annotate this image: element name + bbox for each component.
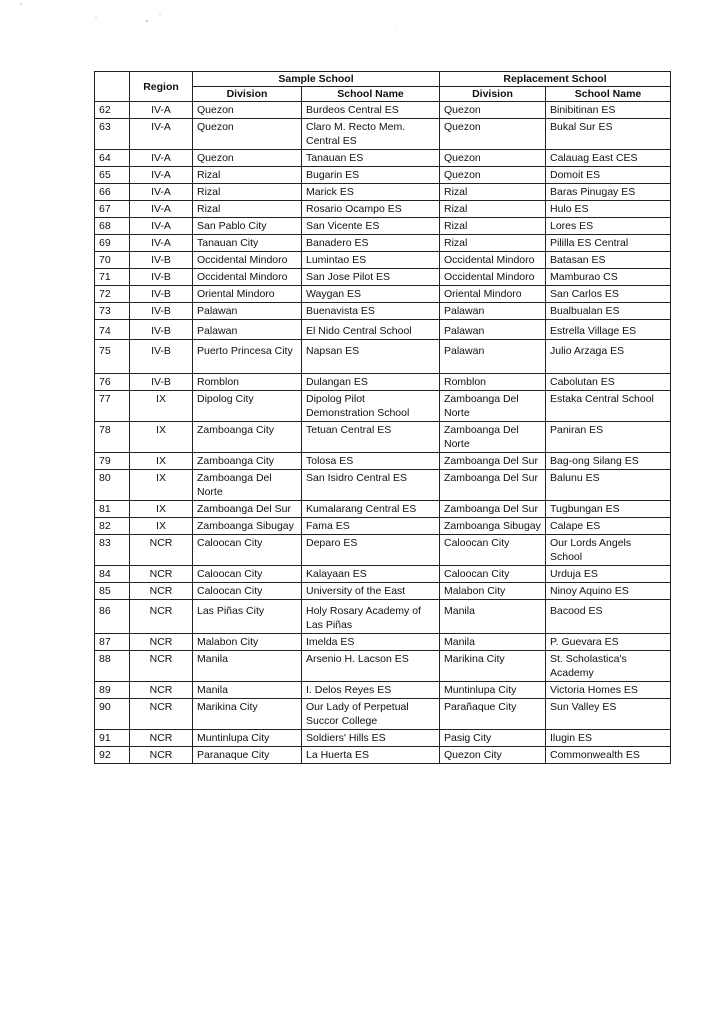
sample-school-name: San Vicente ES — [302, 218, 440, 235]
replacement-division: Zamboanga Del Norte — [440, 391, 546, 422]
sample-school-name: Soldiers' Hills ES — [302, 730, 440, 747]
sample-division: Palawan — [193, 303, 302, 320]
row-region: IX — [130, 470, 193, 501]
table-row — [95, 651, 671, 682]
replacement-division: Malabon City — [440, 583, 546, 600]
row-number: 67 — [95, 201, 130, 218]
replacement-school-name: Baras Pinugay ES — [546, 184, 671, 201]
row-region: IV-A — [130, 119, 193, 150]
replacement-school-name: Sun Valley ES — [546, 699, 671, 730]
sample-school-name: San Jose Pilot ES — [302, 269, 440, 286]
table-row — [95, 201, 671, 218]
row-region: IX — [130, 422, 193, 453]
replacement-school-name: Hulo ES — [546, 201, 671, 218]
replacement-school-name: Cabolutan ES — [546, 374, 671, 391]
replacement-division: Marikina City — [440, 651, 546, 682]
replacement-school-name: Urduja ES — [546, 566, 671, 583]
row-region: NCR — [130, 634, 193, 651]
row-number: 90 — [95, 699, 130, 730]
row-region: IV-A — [130, 167, 193, 184]
row-number: 92 — [95, 747, 130, 764]
table-row — [95, 682, 671, 699]
replacement-division: Oriental Mindoro — [440, 286, 546, 303]
sample-school-name: Arsenio H. Lacson ES — [302, 651, 440, 682]
replacement-division: Romblon — [440, 374, 546, 391]
replacement-school-name: Julio Arzaga ES — [546, 340, 671, 374]
replacement-division: Rizal — [440, 201, 546, 218]
row-number: 91 — [95, 730, 130, 747]
replacement-school-name: Domoit ES — [546, 167, 671, 184]
row-region: NCR — [130, 535, 193, 566]
replacement-school-name: San Carlos ES — [546, 286, 671, 303]
replacement-school-name: Ninoy Aquino ES — [546, 583, 671, 600]
row-region: IX — [130, 518, 193, 535]
scan-specks — [0, 0, 724, 60]
row-number: 72 — [95, 286, 130, 303]
row-region: IV-B — [130, 320, 193, 340]
sample-school-name: Banadero ES — [302, 235, 440, 252]
row-number: 71 — [95, 269, 130, 286]
row-number: 70 — [95, 252, 130, 269]
header-sample-school: Sample School — [193, 72, 440, 87]
table-row — [95, 119, 671, 150]
sample-school-name: Dipolog Pilot Demonstration School — [302, 391, 440, 422]
replacement-division: Palawan — [440, 340, 546, 374]
sample-school-name: Tolosa ES — [302, 453, 440, 470]
header-region: Region — [130, 72, 193, 102]
row-region: NCR — [130, 651, 193, 682]
row-region: IV-B — [130, 286, 193, 303]
sample-division: Rizal — [193, 184, 302, 201]
table-row — [95, 218, 671, 235]
row-number: 87 — [95, 634, 130, 651]
row-region: IX — [130, 501, 193, 518]
replacement-division: Manila — [440, 600, 546, 634]
table-row — [95, 699, 671, 730]
table-row — [95, 730, 671, 747]
replacement-division: Zamboanga Del Norte — [440, 422, 546, 453]
table-row — [95, 374, 671, 391]
sample-school-name: Buenavista ES — [302, 303, 440, 320]
replacement-school-name: Bualbualan ES — [546, 303, 671, 320]
sample-division: Caloocan City — [193, 535, 302, 566]
row-region: IV-B — [130, 303, 193, 320]
row-region: NCR — [130, 699, 193, 730]
table-row — [95, 167, 671, 184]
sample-school-name: Deparo ES — [302, 535, 440, 566]
row-number: 62 — [95, 102, 130, 119]
header-row-top — [95, 72, 671, 87]
table-body — [95, 102, 671, 764]
replacement-school-name: Our Lords Angels School — [546, 535, 671, 566]
table-row — [95, 422, 671, 453]
table-row — [95, 634, 671, 651]
replacement-school-name: Bag-ong Silang ES — [546, 453, 671, 470]
row-region: NCR — [130, 682, 193, 699]
replacement-school-name: Pililla ES Central — [546, 235, 671, 252]
replacement-division: Rizal — [440, 218, 546, 235]
table-row — [95, 747, 671, 764]
replacement-division: Quezon — [440, 150, 546, 167]
replacement-division: Zamboanga Sibugay — [440, 518, 546, 535]
row-number: 83 — [95, 535, 130, 566]
replacement-division: Rizal — [440, 184, 546, 201]
replacement-school-name: Victoria Homes ES — [546, 682, 671, 699]
row-region: IV-B — [130, 374, 193, 391]
replacement-division: Pasig City — [440, 730, 546, 747]
replacement-school-name: Commonwealth ES — [546, 747, 671, 764]
row-number: 78 — [95, 422, 130, 453]
row-number: 74 — [95, 320, 130, 340]
replacement-school-name: Lores ES — [546, 218, 671, 235]
sample-school-name: San Isidro Central ES — [302, 470, 440, 501]
row-number: 80 — [95, 470, 130, 501]
row-number: 68 — [95, 218, 130, 235]
header-replacement-school: Replacement School — [440, 72, 671, 87]
sample-school-name: Marick ES — [302, 184, 440, 201]
row-region: NCR — [130, 600, 193, 634]
table-row — [95, 600, 671, 634]
table-row — [95, 320, 671, 340]
row-number: 66 — [95, 184, 130, 201]
sample-division: Occidental Mindoro — [193, 269, 302, 286]
replacement-division: Rizal — [440, 235, 546, 252]
row-number: 81 — [95, 501, 130, 518]
table-row — [95, 252, 671, 269]
header-sample-school-name: School Name — [302, 87, 440, 102]
replacement-school-name: Batasan ES — [546, 252, 671, 269]
sample-school-name: Kalayaan ES — [302, 566, 440, 583]
sample-school-name: Rosario Ocampo ES — [302, 201, 440, 218]
replacement-school-name: Calauag East CES — [546, 150, 671, 167]
sample-division: Caloocan City — [193, 566, 302, 583]
row-region: IV-B — [130, 340, 193, 374]
replacement-division: Palawan — [440, 303, 546, 320]
sample-school-name: El Nido Central School — [302, 320, 440, 340]
replacement-school-name: P. Guevara ES — [546, 634, 671, 651]
replacement-division: Manila — [440, 634, 546, 651]
sample-division: Malabon City — [193, 634, 302, 651]
replacement-school-name: Calape ES — [546, 518, 671, 535]
sample-school-name: Bugarin ES — [302, 167, 440, 184]
table-row — [95, 150, 671, 167]
sample-division: Quezon — [193, 150, 302, 167]
sample-division: Puerto Princesa City — [193, 340, 302, 374]
row-number: 86 — [95, 600, 130, 634]
replacement-division: Zamboanga Del Sur — [440, 501, 546, 518]
replacement-division: Caloocan City — [440, 535, 546, 566]
sample-school-name: Fama ES — [302, 518, 440, 535]
replacement-school-name: Balunu ES — [546, 470, 671, 501]
table-row — [95, 303, 671, 320]
sample-division: Palawan — [193, 320, 302, 340]
table-row — [95, 269, 671, 286]
row-number: 65 — [95, 167, 130, 184]
row-region: IX — [130, 453, 193, 470]
header-number-blank — [95, 72, 130, 102]
replacement-school-name: Bukal Sur ES — [546, 119, 671, 150]
sample-division: Rizal — [193, 201, 302, 218]
sample-school-name: Tetuan Central ES — [302, 422, 440, 453]
table-row — [95, 102, 671, 119]
table-row — [95, 566, 671, 583]
replacement-division: Palawan — [440, 320, 546, 340]
row-number: 85 — [95, 583, 130, 600]
row-region: NCR — [130, 747, 193, 764]
row-number: 69 — [95, 235, 130, 252]
sample-school-name: Tanauan ES — [302, 150, 440, 167]
sample-school-name: Napsan ES — [302, 340, 440, 374]
sample-division: Las Piñas City — [193, 600, 302, 634]
replacement-division: Quezon — [440, 102, 546, 119]
replacement-division: Muntinlupa City — [440, 682, 546, 699]
sample-division: Zamboanga City — [193, 453, 302, 470]
sample-division: Zamboanga Del Norte — [193, 470, 302, 501]
sample-division: Tanauan City — [193, 235, 302, 252]
sample-school-name: Imelda ES — [302, 634, 440, 651]
sample-division: Zamboanga Del Sur — [193, 501, 302, 518]
sample-school-name: Our Lady of Perpetual Succor College — [302, 699, 440, 730]
row-number: 84 — [95, 566, 130, 583]
replacement-school-name: Estaka Central School — [546, 391, 671, 422]
table-row — [95, 583, 671, 600]
sample-division: Quezon — [193, 119, 302, 150]
sample-school-name: Dulangan ES — [302, 374, 440, 391]
row-region: IV-B — [130, 252, 193, 269]
table-row — [95, 235, 671, 252]
row-region: NCR — [130, 566, 193, 583]
table-row — [95, 453, 671, 470]
row-number: 64 — [95, 150, 130, 167]
table-row — [95, 391, 671, 422]
replacement-division: Zamboanga Del Sur — [440, 470, 546, 501]
sample-division: Paranaque City — [193, 747, 302, 764]
row-region: IV-A — [130, 150, 193, 167]
table-row — [95, 470, 671, 501]
replacement-division: Quezon — [440, 119, 546, 150]
row-region: IV-A — [130, 218, 193, 235]
sample-division: Rizal — [193, 167, 302, 184]
replacement-school-name: Ilugin ES — [546, 730, 671, 747]
header-replacement-division: Division — [440, 87, 546, 102]
sample-school-name: University of the East — [302, 583, 440, 600]
sample-school-name: I. Delos Reyes ES — [302, 682, 440, 699]
row-region: IV-A — [130, 102, 193, 119]
row-number: 63 — [95, 119, 130, 150]
table-row — [95, 535, 671, 566]
sample-division: Oriental Mindoro — [193, 286, 302, 303]
replacement-division: Occidental Mindoro — [440, 252, 546, 269]
sample-division: Occidental Mindoro — [193, 252, 302, 269]
row-region: IV-A — [130, 184, 193, 201]
sample-division: Zamboanga Sibugay — [193, 518, 302, 535]
row-region: IV-A — [130, 235, 193, 252]
row-number: 76 — [95, 374, 130, 391]
replacement-school-name: Bacood ES — [546, 600, 671, 634]
sample-school-name: Waygan ES — [302, 286, 440, 303]
row-number: 88 — [95, 651, 130, 682]
sample-division: Zamboanga City — [193, 422, 302, 453]
table-row — [95, 184, 671, 201]
replacement-school-name: Paniran ES — [546, 422, 671, 453]
sample-division: Muntinlupa City — [193, 730, 302, 747]
sample-division: Manila — [193, 682, 302, 699]
sample-division: Quezon — [193, 102, 302, 119]
row-region: IX — [130, 391, 193, 422]
replacement-division: Occidental Mindoro — [440, 269, 546, 286]
replacement-division: Caloocan City — [440, 566, 546, 583]
sample-school-name: Lumintao ES — [302, 252, 440, 269]
sample-school-name: Claro M. Recto Mem. Central ES — [302, 119, 440, 150]
table-row — [95, 340, 671, 374]
sample-division: Caloocan City — [193, 583, 302, 600]
sample-division: Marikina City — [193, 699, 302, 730]
sample-school-name: Burdeos Central ES — [302, 102, 440, 119]
replacement-school-name: Mamburao CS — [546, 269, 671, 286]
header-replacement-school-name: School Name — [546, 87, 671, 102]
table-row — [95, 286, 671, 303]
row-number: 75 — [95, 340, 130, 374]
row-number: 73 — [95, 303, 130, 320]
row-number: 89 — [95, 682, 130, 699]
replacement-division: Zamboanga Del Sur — [440, 453, 546, 470]
table-row — [95, 501, 671, 518]
replacement-division: Parañaque City — [440, 699, 546, 730]
sample-school-name: La Huerta ES — [302, 747, 440, 764]
header-sample-division: Division — [193, 87, 302, 102]
sample-division: Romblon — [193, 374, 302, 391]
replacement-school-name: St. Scholastica's Academy — [546, 651, 671, 682]
school-replacement-table — [94, 71, 671, 764]
row-region: NCR — [130, 730, 193, 747]
sample-division: San Pablo City — [193, 218, 302, 235]
sample-division: Manila — [193, 651, 302, 682]
row-number: 82 — [95, 518, 130, 535]
row-region: NCR — [130, 583, 193, 600]
sample-division: Dipolog City — [193, 391, 302, 422]
sample-school-name: Holy Rosary Academy of Las Piñas — [302, 600, 440, 634]
table-row — [95, 518, 671, 535]
replacement-division: Quezon — [440, 167, 546, 184]
replacement-school-name: Tugbungan ES — [546, 501, 671, 518]
replacement-school-name: Binibitinan ES — [546, 102, 671, 119]
row-region: IV-B — [130, 269, 193, 286]
row-number: 77 — [95, 391, 130, 422]
replacement-division: Quezon City — [440, 747, 546, 764]
row-number: 79 — [95, 453, 130, 470]
replacement-school-name: Estrella Village ES — [546, 320, 671, 340]
sample-school-name: Kumalarang Central ES — [302, 501, 440, 518]
row-region: IV-A — [130, 201, 193, 218]
